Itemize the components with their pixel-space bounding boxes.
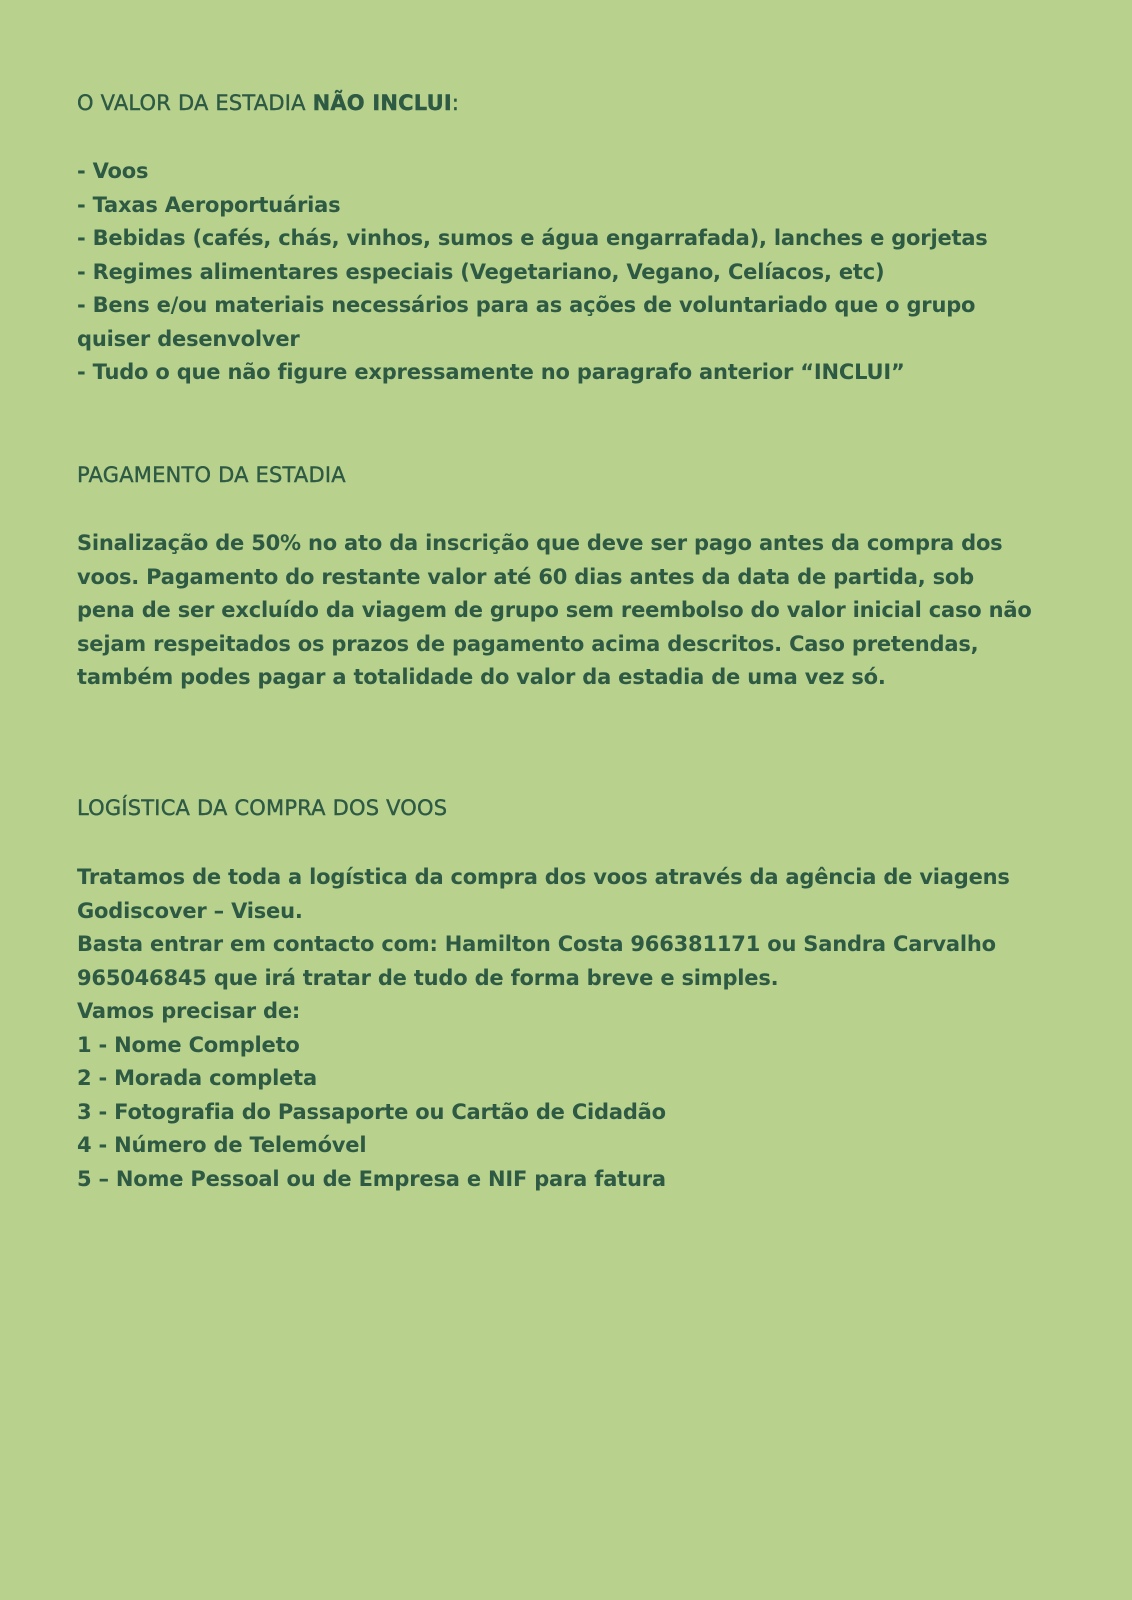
deposit-percent: 50% [251,531,301,555]
payment-line: também podes pagar a totalidade do valor da estadia de uma vez só. [77,665,886,689]
list-item: 1 - Nome Completo [77,1032,300,1057]
payment-heading: PAGAMENTO DA ESTADIA [77,463,346,487]
payment-text: no ato da inscrição que deve ser pago antes da compra dos [300,531,1003,555]
excludes-heading-text: O VALOR DA ESTADIA [77,91,313,115]
list-item: 2 - Morada completa [77,1066,317,1090]
logistics-line: Godiscover – Viseu. [77,898,303,923]
contact-line: 965046845 que irá tratar de tudo de forma breve e simples. [77,965,779,990]
excludes-heading-colon: : [451,91,460,115]
list-item: - Taxas Aeroportuárias [77,192,341,217]
logistics-paragraph [77,861,1067,1196]
requirements-intro: Vamos precisar de: [77,999,301,1023]
contact-line: Basta entrar em contacto com: Hamilton Costa 966381171 ou Sandra Carvalho [77,932,996,956]
excludes-heading [77,91,459,115]
logistics-line: Tratamos de toda a logística da compra dos voos através da agência de viagens [77,865,1010,889]
payment-line [77,527,1067,561]
list-item: 5 – Nome Pessoal ou de Empresa e NIF para fatura [77,1166,666,1191]
payment-paragraph [77,527,1067,695]
payment-text: Sinalização de [77,531,252,555]
logistics-heading: LOGÍSTICA DA COMPRA DOS VOOS [77,796,448,820]
payment-line: pena de ser excluído da viagem de grupo sem reembolso do valor inicial caso não [77,598,1032,622]
payment-line: sejam respeitados os prazos de pagamento acima descritos. Caso pretendas, [77,631,979,656]
list-item-continuation: quiser desenvolver [77,326,300,351]
list-item: - Bebidas (cafés, chás, vinhos, sumos e água engarrafada), lanches e gorjetas [77,226,988,250]
list-item: - Regimes alimentares especiais (Vegetariano, Vegano, Celíacos, etc) [77,259,885,284]
list-item: 3 - Fotografia do Passaporte ou Cartão de Cidadão [77,1099,666,1124]
list-item: 4 - Número de Telemóvel [77,1133,367,1157]
excludes-heading-emphasis: NÃO INCLUI [312,91,452,115]
list-item: - Bens e/ou materiais necessários para as ações de voluntariado que o grupo [77,293,976,317]
list-item: - Tudo o que não figure expressamente no paragrafo anterior “INCLUI” [77,360,905,384]
list-item: - Voos [77,159,149,183]
excludes-list [77,155,1067,390]
payment-line: voos. Pagamento do restante valor até 60 dias antes da data de partida, sob [77,564,974,589]
